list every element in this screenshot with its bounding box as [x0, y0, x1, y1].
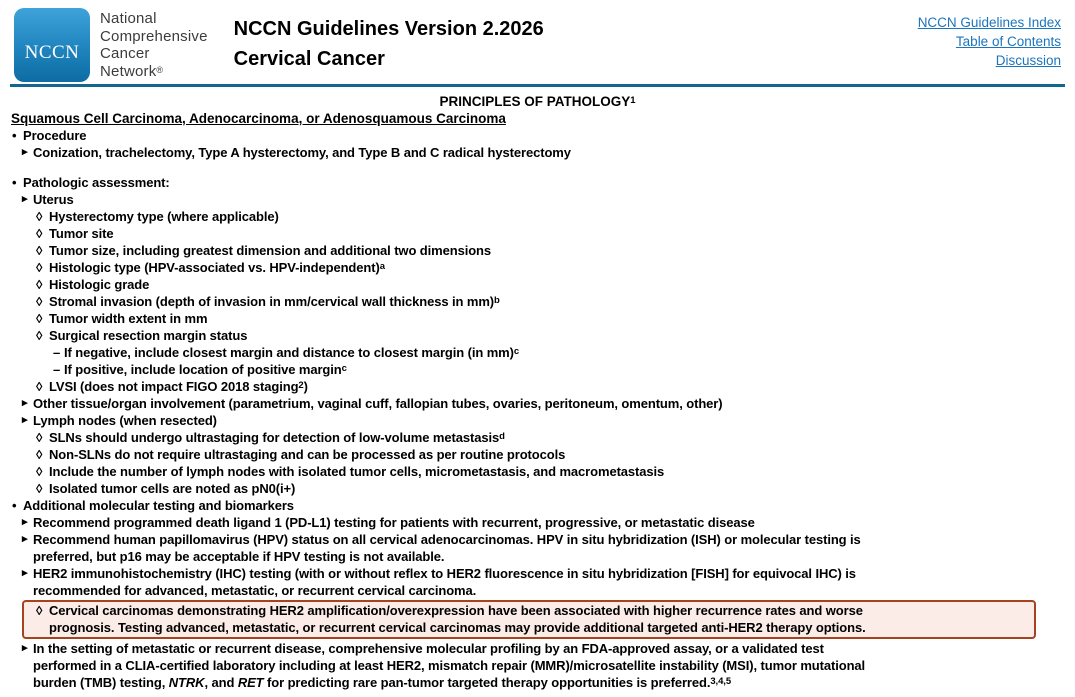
text-run: Surgical resection margin status: [49, 328, 248, 343]
list-item-text: [49, 311, 207, 326]
text-run: Recommend human papillomavirus (HPV) status on all cervical adenocarcinomas. HPV in situ hybridization (ISH) or molecular testing is: [33, 532, 861, 547]
list-item-text: [49, 209, 279, 224]
brand-name: [100, 10, 208, 80]
diamond-icon: ◊: [36, 260, 43, 275]
bullet-icon: •: [12, 128, 17, 143]
highlight-box: [22, 600, 1036, 639]
diamond-icon: ◊: [36, 603, 43, 618]
list-item: [0, 327, 1061, 344]
text-run: Cervical carcinomas demonstrating HER2 amplification/overexpression have been associated with higher recurrence rates and worse: [49, 603, 863, 618]
text-run: Procedure: [23, 128, 87, 143]
list-item-text: [33, 515, 755, 530]
diamond-icon: ◊: [36, 481, 43, 496]
blank-line: [0, 161, 1061, 174]
text-run: Additional molecular testing and biomarkers: [23, 498, 294, 513]
list-item-text: [49, 226, 114, 241]
list-item: [0, 293, 1061, 310]
text-run: Include the number of lymph nodes with isolated tumor cells, micrometastasis, and macrometastasis: [49, 464, 665, 479]
arrow-icon: ▸: [22, 516, 28, 528]
list-item: [0, 208, 1061, 225]
footnote-marker: d: [499, 431, 505, 442]
diamond-icon: ◊: [36, 243, 43, 258]
text-run: Hysterectomy type (where applicable): [49, 209, 279, 224]
diamond-icon: ◊: [36, 294, 43, 309]
text-run: Tumor site: [49, 226, 114, 241]
footnote-marker: c: [341, 363, 347, 374]
text-run: , and: [204, 675, 238, 690]
arrow-icon: ▸: [22, 146, 28, 158]
list-item-text: [23, 128, 86, 143]
list-item-text: [33, 566, 856, 598]
gene-name: RET: [237, 675, 264, 690]
text-run: performed in a CLIA-certified laboratory including at least HER2, mismatch repair (MMR)/microsatellite instability (MSI), tumor mutational: [33, 658, 866, 673]
diamond-icon: ◊: [36, 447, 43, 462]
list-item-text: [49, 464, 664, 479]
cancer-type-title: Cervical Cancer: [233, 48, 385, 70]
list-item-text: [33, 145, 571, 160]
list-item: [0, 429, 1061, 446]
list-item-text: [33, 396, 723, 411]
brand-line: Network®: [100, 62, 164, 80]
diamond-icon: ◊: [36, 209, 43, 224]
text-run: Histologic type (HPV-associated vs. HPV-independent): [49, 260, 380, 275]
list-item: [0, 225, 1061, 242]
diamond-icon: ◊: [36, 226, 43, 241]
footnote-marker: 2: [298, 380, 304, 391]
list-item-text: [49, 260, 385, 275]
header-nav-links: [918, 13, 1061, 70]
footnote-marker: a: [379, 261, 385, 272]
brand-line: Comprehensive: [100, 27, 208, 45]
list-item-text: [64, 345, 519, 360]
document-heading: [234, 14, 544, 74]
list-item: [0, 446, 1061, 463]
list-item: [0, 640, 1061, 691]
list-item-text: [49, 447, 565, 462]
page-title: [0, 93, 1075, 110]
text-run: preferred, but p16 may be acceptable if HPV testing is not available.: [33, 549, 445, 564]
list-item-text: [49, 481, 295, 496]
diamond-icon: ◊: [36, 311, 43, 326]
nccn-logo-text: NCCN: [24, 42, 80, 63]
document-body: [0, 87, 1075, 691]
list-item: [0, 127, 1061, 144]
diamond-icon: ◊: [36, 464, 43, 479]
arrow-icon: ▸: [22, 567, 28, 579]
list-item-text: [33, 192, 74, 207]
list-item-text: [49, 430, 505, 445]
text-run: burden (TMB) testing,: [33, 675, 169, 690]
list-item: [0, 565, 1061, 599]
text-run: Tumor size, including greatest dimension and additional two dimensions: [49, 243, 492, 258]
bullet-icon: •: [12, 498, 17, 513]
footnote-marker: 3,4,5: [710, 676, 732, 687]
list-item-text: [49, 243, 491, 258]
text-run: Pathologic assessment:: [23, 175, 170, 190]
text-run: for predicting rare pan-tumor targeted therapy opportunities is preferred.: [263, 675, 711, 690]
footnote-marker: b: [494, 295, 500, 306]
registered-mark: ®: [156, 64, 164, 75]
text-run: SLNs should undergo ultrastaging for detection of low-volume metastasis: [49, 430, 500, 445]
text-run: ): [303, 379, 308, 394]
list-item: [0, 344, 1061, 361]
list-item: [0, 242, 1061, 259]
list-item: [0, 174, 1061, 191]
arrow-icon: ▸: [22, 414, 28, 426]
brand-line: National: [100, 10, 157, 27]
list-item-text: [49, 379, 308, 394]
list-item: [0, 144, 1061, 161]
section-heading: Squamous Cell Carcinoma, Adenocarcinoma, or Adenosquamous Carcinoma: [11, 111, 506, 126]
brand-line: Cancer: [100, 45, 150, 62]
bullet-icon: •: [12, 175, 17, 190]
arrow-icon: ▸: [22, 193, 28, 205]
diamond-icon: ◊: [36, 430, 43, 445]
list-item: [0, 412, 1061, 429]
content-list: [0, 127, 1061, 691]
text-run: Recommend programmed death ligand 1 (PD-L1) testing for patients with recurrent, progressive, or metastatic disease: [33, 515, 755, 530]
list-item: [0, 276, 1061, 293]
list-item: [0, 378, 1061, 395]
list-item-text: [49, 277, 149, 292]
link-table-of-contents[interactable]: Table of Contents: [955, 34, 1061, 49]
list-item: [0, 480, 1061, 497]
text-run: In the setting of metastatic or recurrent disease, comprehensive molecular profiling by an FDA-approved assay, or a validated test: [33, 641, 824, 656]
list-item: [0, 497, 1061, 514]
gene-name: NTRK: [168, 675, 205, 690]
link-discussion[interactable]: Discussion: [995, 53, 1061, 68]
arrow-icon: ▸: [22, 533, 28, 545]
text-run: Lymph nodes (when resected): [33, 413, 217, 428]
list-item: [24, 602, 1030, 636]
diamond-icon: ◊: [36, 328, 43, 343]
text-run: Histologic grade: [49, 277, 150, 292]
text-run: If negative, include closest margin and distance to closest margin (in mm): [64, 345, 514, 360]
guidelines-version-title: NCCN Guidelines Version 2.2026: [233, 18, 544, 40]
text-run: LVSI (does not impact FIGO 2018 staging: [49, 379, 299, 394]
list-item-text: [33, 413, 217, 428]
list-item: [0, 361, 1061, 378]
diamond-icon: ◊: [36, 277, 43, 292]
list-item-text: [64, 362, 347, 377]
arrow-icon: ▸: [22, 397, 28, 409]
text-run: Other tissue/organ involvement (parametrium, vaginal cuff, fallopian tubes, ovaries, peritoneum, omentum, other): [33, 396, 723, 411]
list-item: [0, 310, 1061, 327]
list-item: [0, 395, 1061, 412]
list-item: [0, 463, 1061, 480]
footnote-marker: 1: [630, 95, 636, 106]
footnote-marker: c: [513, 346, 520, 357]
list-item: [0, 514, 1061, 531]
list-item-text: [49, 294, 500, 309]
text-run: If positive, include location of positive margin: [64, 362, 342, 377]
text-run: Tumor width extent in mm: [49, 311, 208, 326]
list-item: [0, 259, 1061, 276]
arrow-icon: ▸: [22, 642, 28, 654]
nccn-logo: [14, 8, 90, 82]
text-run: Non-SLNs do not require ultrastaging and can be processed as per routine protocols: [49, 447, 566, 462]
text-run: Uterus: [33, 192, 74, 207]
text-run: PRINCIPLES OF PATHOLOGY: [439, 94, 631, 109]
text-run: HER2 immunohistochemistry (IHC) testing (with or without reflex to HER2 fluorescence in situ hybridization [FISH] for equivocal IHC) is: [33, 566, 856, 581]
list-item-text: [49, 328, 247, 343]
list-item-text: [23, 175, 170, 190]
list-item-text: [33, 641, 865, 690]
link-guidelines-index[interactable]: NCCN Guidelines Index: [917, 15, 1061, 30]
text-run: Stromal invasion (depth of invasion in mm/cervical wall thickness in mm): [49, 294, 495, 309]
text-run: prognosis. Testing advanced, metastatic, or recurrent cervical carcinomas may provide additional targeted anti-HER2 therapy options.: [49, 620, 866, 635]
list-item-text: [23, 498, 294, 513]
list-item-text: [49, 603, 866, 635]
text-run: recommended for advanced, metastatic, or recurrent cervical carcinoma.: [33, 583, 477, 598]
diamond-icon: ◊: [36, 379, 43, 394]
list-item: [0, 191, 1061, 208]
page-header: [0, 0, 1075, 84]
text-run: Conization, trachelectomy, Type A hysterectomy, and Type B and C radical hysterectomy: [33, 145, 571, 160]
dash-icon: –: [53, 362, 61, 377]
text-run: Isolated tumor cells are noted as pN0(i+): [49, 481, 296, 496]
dash-icon: –: [53, 345, 61, 360]
list-item-text: [33, 532, 861, 564]
list-item: [0, 531, 1061, 565]
